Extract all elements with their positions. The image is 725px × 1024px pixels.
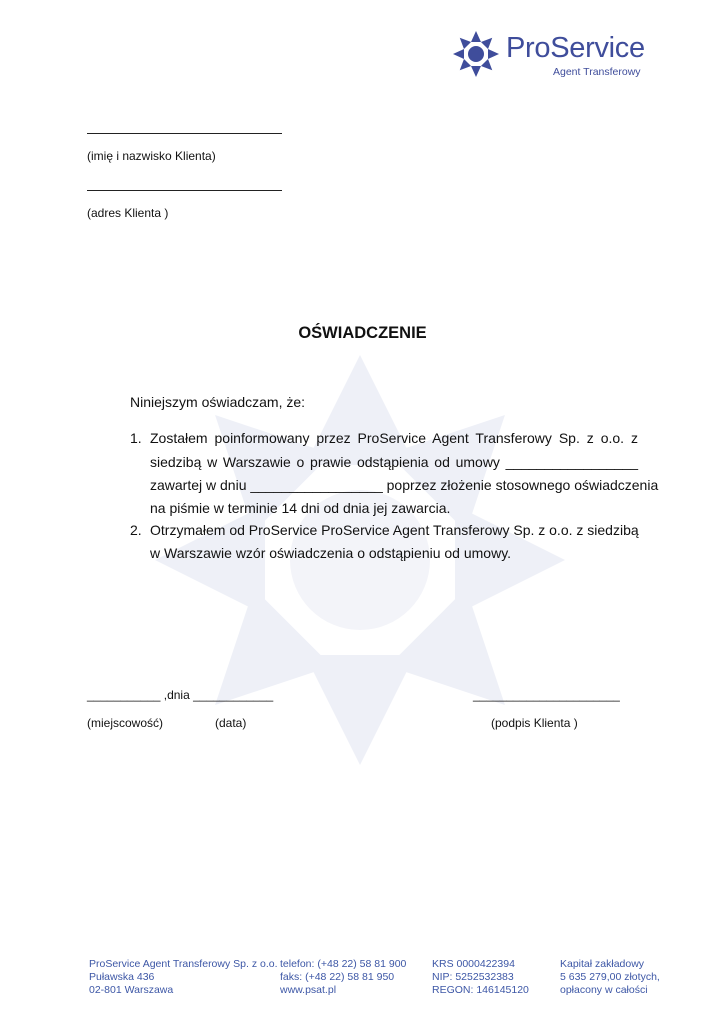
footer-company	[89, 958, 278, 997]
item-line: siedzibą w Warszawie o prawie odstąpienia od umowy _________________	[150, 454, 638, 470]
footer-line: telefon: (+48 22) 58 81 900	[280, 958, 407, 970]
footer-line: opłacony w całości	[560, 984, 648, 996]
footer-line: NIP: 5252532383	[432, 971, 514, 983]
company-logo	[452, 30, 645, 80]
footer-line: REGON: 146145120	[432, 984, 529, 996]
footer-registration	[432, 958, 529, 997]
signature-caption: (podpis Klienta )	[491, 716, 578, 730]
item-line: na piśmie w terminie 14 dni od dnia jej zawarcia.	[150, 500, 451, 516]
item-line: zawartej w dniu _________________ poprzez złożenie stosownego oświadczenia	[150, 477, 659, 493]
item-line: Otrzymałem od ProService ProService Agent Transferowy Sp. z o.o. z siedzibą	[150, 522, 639, 538]
client-address-caption: (adres Klienta )	[87, 206, 169, 220]
place-date-line: ___________ ,dnia ____________	[87, 688, 274, 702]
client-name-line	[87, 133, 282, 134]
logo-subtitle: Agent Transferowy	[553, 66, 641, 78]
logo-name: ProService	[506, 32, 645, 64]
client-address-line	[87, 190, 282, 191]
intro-text: Niniejszym oświadczam, że:	[130, 394, 306, 410]
footer-capital	[560, 958, 660, 997]
item-line: Zostałem poinformowany przez ProService Agent Transferowy Sp. z o.o. z	[150, 430, 638, 446]
place-caption: (miejscowość)	[87, 716, 164, 730]
footer-website-link[interactable]: www.psat.pl	[280, 984, 337, 996]
client-name-caption: (imię i nazwisko Klienta)	[87, 149, 216, 163]
date-caption: (data)	[215, 716, 247, 730]
item-number: 1.	[130, 430, 142, 446]
footer-contact	[280, 958, 406, 997]
footer-line: 02-801 Warszawa	[89, 984, 174, 996]
footer-line: 5 635 279,00 złotych,	[560, 971, 660, 983]
footer-line: Kapitał zakładowy	[560, 958, 645, 970]
signature-line: ______________________	[473, 688, 620, 702]
star-logo-icon	[452, 30, 500, 78]
footer-line: KRS 0000422394	[432, 958, 515, 970]
item-line: w Warszawie wzór oświadczenia o odstąpieniu od umowy.	[150, 545, 512, 561]
document-title: OŚWIADCZENIE	[298, 324, 427, 342]
footer-line: faks: (+48 22) 58 81 950	[280, 971, 395, 983]
footer-line: ProService Agent Transferowy Sp. z o.o.	[89, 958, 278, 970]
footer-line: Puławska 436	[89, 971, 155, 983]
item-number: 2.	[130, 522, 142, 538]
